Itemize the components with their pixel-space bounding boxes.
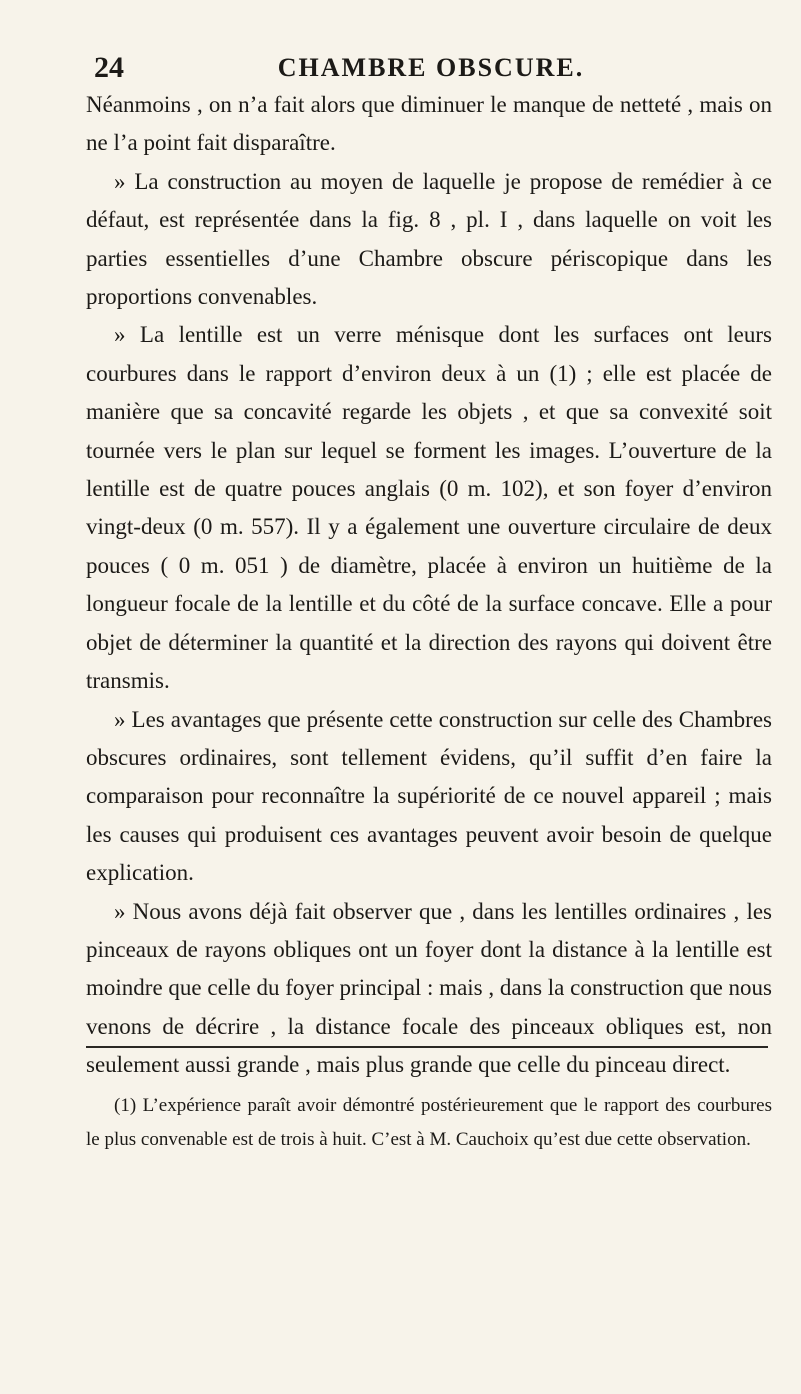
running-head (94, 50, 768, 86)
running-title: CHAMBRE OBSCURE. (277, 53, 585, 82)
paragraph: Néanmoins , on n’a fait alors que diminuer le manque de netteté , mais on ne l’a point fait disparaître. (86, 92, 772, 156)
paragraph: » Les avantages que présente cette construction sur celle des Chambres obscures ordinaires, sont tellement évidens, qu’il suffit d’en faire la comparaison pour reconnaître la supériorité de ce nouvel appareil ; mais les causes qui produisent ces avantages peuvent avoir besoin de quelque explication. (86, 706, 772, 886)
paragraph: » La lentille est un verre ménisque dont les surfaces ont leurs courbures dans le rapport d’environ deux à un (1) ; elle est placée de manière que sa concavité regarde les objets , et que sa convexité soit tournée vers le plan sur lequel se forment les images. L’ouverture de la lentille est de quatre pouces anglais (0 m. 102), et son foyer d’environ vingt-deux (0 m. 557). Il y a également une ouverture circulaire de deux pouces ( 0 m. 051 ) de diamètre, placée à environ un huitième de la longueur focale de la lentille et du côté de la surface concave. Elle a pour objet de déterminer la quantité et la direction des rayons qui doivent être transmis. (86, 322, 772, 694)
paragraph: » La construction au moyen de laquelle je propose de remédier à ce défaut, est représentée dans la fig. 8 , pl. I , dans laquelle on voit les parties essentielles d’une Chambre obscure périscopique dans les proportions convenables. (86, 168, 772, 310)
body-text (86, 86, 772, 1085)
footnote-divider (86, 1046, 768, 1048)
paragraph: » Nous avons déjà fait observer que , dans les lentilles ordinaires , les pinceaux de rayons obliques ont un foyer dont la distance à la lentille est moindre que celle du foyer principal : mais , dans la construction que nous venons de décrire , la distance focale des pinceaux obliques est, non seulement aussi grande , mais plus grande que celle du pinceau direct. (86, 898, 772, 1078)
page-number: 24 (94, 51, 124, 84)
footnote: (1) L’expérience paraît avoir démontré postérieurement que le rapport des courbures le plus convenable est de trois à huit. C’est à M. Cauchoix qu’est due cette observation. (86, 1095, 772, 1150)
